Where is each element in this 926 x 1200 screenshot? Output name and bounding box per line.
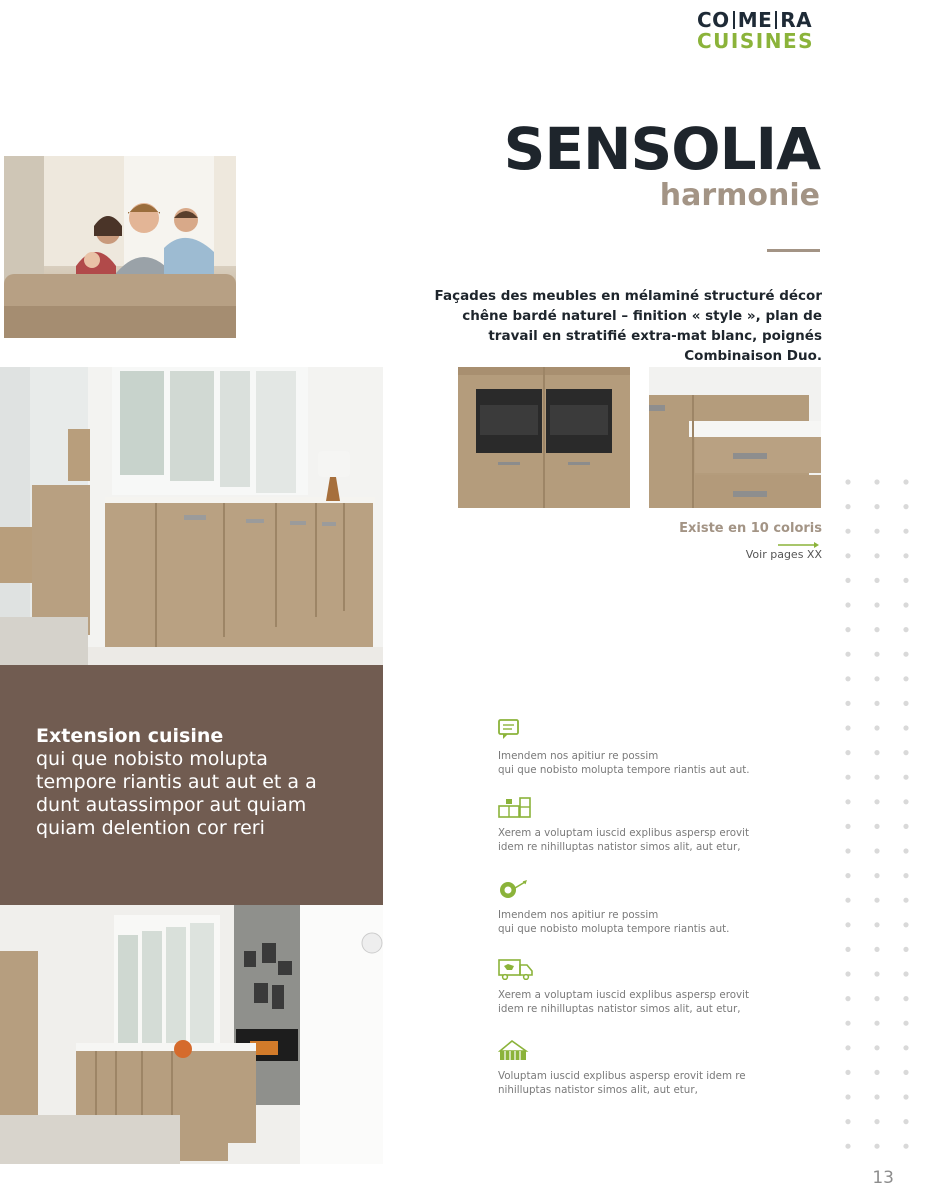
feature-item: [498, 1039, 798, 1097]
grid-dot: [903, 1070, 908, 1075]
decorative-dot-grid: [841, 476, 921, 1166]
kitchen-furniture-icon: [498, 796, 534, 818]
grid-dot: [874, 824, 879, 829]
logo-text-me: ME: [737, 8, 773, 32]
grid-dot: [845, 627, 850, 632]
oven-detail-photo: [458, 367, 630, 508]
grid-dot: [845, 848, 850, 853]
grid-dot: [845, 1070, 850, 1075]
feature-text-line: Xerem a voluptam iuscid explibus aspersp erovit: [498, 989, 749, 1001]
grid-dot: [903, 725, 908, 730]
grid-dot: [903, 848, 908, 853]
feature-text-line: qui que nobisto molupta tempore riantis aut aut.: [498, 764, 750, 776]
grid-dot: [903, 652, 908, 657]
grid-dot: [903, 1144, 908, 1149]
grid-dot: [874, 898, 879, 903]
grid-dot: [845, 1021, 850, 1026]
grid-dot: [903, 971, 908, 976]
grid-dot: [903, 676, 908, 681]
grid-dot: [874, 676, 879, 681]
grid-dot: [903, 922, 908, 927]
feature-item: [498, 719, 798, 777]
color-swatch-icon: [498, 1039, 534, 1061]
grid-dot: [874, 873, 879, 878]
grid-dot: [845, 1119, 850, 1124]
grid-dot: [874, 1045, 879, 1050]
page-subtitle: harmonie: [659, 178, 820, 213]
feature-text-line: nihilluptas natistor simos alit, aut etur,: [498, 1084, 698, 1096]
see-pages-link[interactable]: Voir pages XX: [745, 548, 822, 561]
grid-dot: [874, 775, 879, 780]
grid-dot: [845, 553, 850, 558]
grid-dot: [903, 824, 908, 829]
family-photo: [4, 156, 236, 338]
grid-dot: [845, 504, 850, 509]
grid-dot: [903, 504, 908, 509]
grid-dot: [903, 873, 908, 878]
grid-dot: [874, 1144, 879, 1149]
measuring-tape-icon: [498, 878, 534, 900]
kitchen-main-photo: [0, 367, 383, 665]
grid-dot: [903, 1119, 908, 1124]
grid-dot: [845, 578, 850, 583]
grid-dot: [874, 750, 879, 755]
grid-dot: [874, 529, 879, 534]
grid-dot: [874, 971, 879, 976]
grid-dot: [845, 652, 850, 657]
feature-text-line: idem re nihilluptas natistor simos alit, aut etur,: [498, 841, 741, 853]
grid-dot: [845, 824, 850, 829]
grid-dot: [903, 1021, 908, 1026]
grid-dot: [845, 799, 850, 804]
delivery-truck-icon: [498, 958, 534, 980]
feature-item: [498, 958, 798, 1016]
logo-text-cuisines: CUISINES: [697, 29, 815, 53]
grid-dot: [874, 947, 879, 952]
page-number: 13: [872, 1168, 894, 1188]
grid-dot: [903, 1045, 908, 1050]
feature-item: [498, 878, 798, 936]
grid-dot: [874, 1070, 879, 1075]
feature-text-line: qui que nobisto molupta tempore riantis aut.: [498, 923, 730, 935]
grid-dot: [874, 578, 879, 583]
feature-text-line: Voluptam iuscid explibus aspersp erovit idem re: [498, 1070, 746, 1082]
grid-dot: [903, 996, 908, 1001]
grid-dot: [903, 750, 908, 755]
logo-separator: [775, 11, 777, 29]
feature-text-line: Imendem nos apitiur re possim: [498, 909, 659, 921]
grid-dot: [874, 996, 879, 1001]
grid-dot: [903, 578, 908, 583]
grid-dot: [845, 922, 850, 927]
grid-dot: [845, 996, 850, 1001]
grid-dot: [903, 701, 908, 706]
product-description: Façades des meubles en mélaminé structuré décor chêne bardé naturel – finition « style », plan de travail en stratifié extra-mat blanc, poignés Combinaison Duo.: [434, 288, 822, 364]
grid-dot: [874, 1021, 879, 1026]
grid-dot: [903, 627, 908, 632]
grid-dot: [845, 971, 850, 976]
feature-text-line: Imendem nos apitiur re possim: [498, 750, 659, 762]
grid-dot: [874, 627, 879, 632]
grid-dot: [845, 1094, 850, 1099]
grid-dot: [845, 947, 850, 952]
comera-cuisines-logo: [697, 10, 817, 51]
grid-dot: [845, 750, 850, 755]
grid-dot: [903, 898, 908, 903]
grid-dot: [845, 1144, 850, 1149]
kitchen-extension-photo: [0, 905, 383, 1164]
grid-dot: [874, 1094, 879, 1099]
grid-dot: [874, 725, 879, 730]
grid-dot: [903, 529, 908, 534]
grid-dot: [845, 898, 850, 903]
grid-dot: [903, 799, 908, 804]
extension-block: [0, 665, 383, 905]
grid-dot: [874, 504, 879, 509]
feature-item: [498, 796, 798, 854]
grid-dot: [903, 775, 908, 780]
extension-title: Extension cuisine: [36, 725, 224, 747]
grid-dot: [874, 602, 879, 607]
feature-text-line: Xerem a voluptam iuscid explibus aspersp erovit: [498, 827, 749, 839]
grid-dot: [845, 725, 850, 730]
grid-dot: [903, 947, 908, 952]
page-title: SENSOLIA: [503, 115, 820, 183]
grid-dot: [903, 1094, 908, 1099]
grid-dot: [874, 922, 879, 927]
extension-text: qui que nobisto molupta tempore riantis aut aut et a a dunt autassimpor aut quiam quiam delention cor reri: [36, 748, 317, 839]
grid-dot: [845, 775, 850, 780]
colour-count-label: Existe en 10 coloris: [679, 521, 822, 536]
grid-dot: [903, 553, 908, 558]
logo-separator: [733, 11, 735, 29]
grid-dot: [903, 602, 908, 607]
feature-text-line: idem re nihilluptas natistor simos alit, aut etur,: [498, 1003, 741, 1015]
grid-dot: [874, 701, 879, 706]
grid-dot: [845, 676, 850, 681]
grid-dot: [845, 701, 850, 706]
grid-dot: [845, 479, 850, 484]
speech-bubble-icon: [498, 719, 534, 741]
grid-dot: [845, 873, 850, 878]
grid-dot: [874, 553, 879, 558]
logo-text-co: CO: [697, 8, 730, 32]
title-divider: [767, 249, 820, 252]
grid-dot: [874, 479, 879, 484]
grid-dot: [903, 479, 908, 484]
grid-dot: [845, 1045, 850, 1050]
grid-dot: [874, 848, 879, 853]
grid-dot: [874, 1119, 879, 1124]
grid-dot: [845, 602, 850, 607]
logo-text-ra: RA: [780, 8, 813, 32]
grid-dot: [874, 799, 879, 804]
drawers-detail-photo: [649, 367, 821, 508]
grid-dot: [845, 529, 850, 534]
grid-dot: [874, 652, 879, 657]
